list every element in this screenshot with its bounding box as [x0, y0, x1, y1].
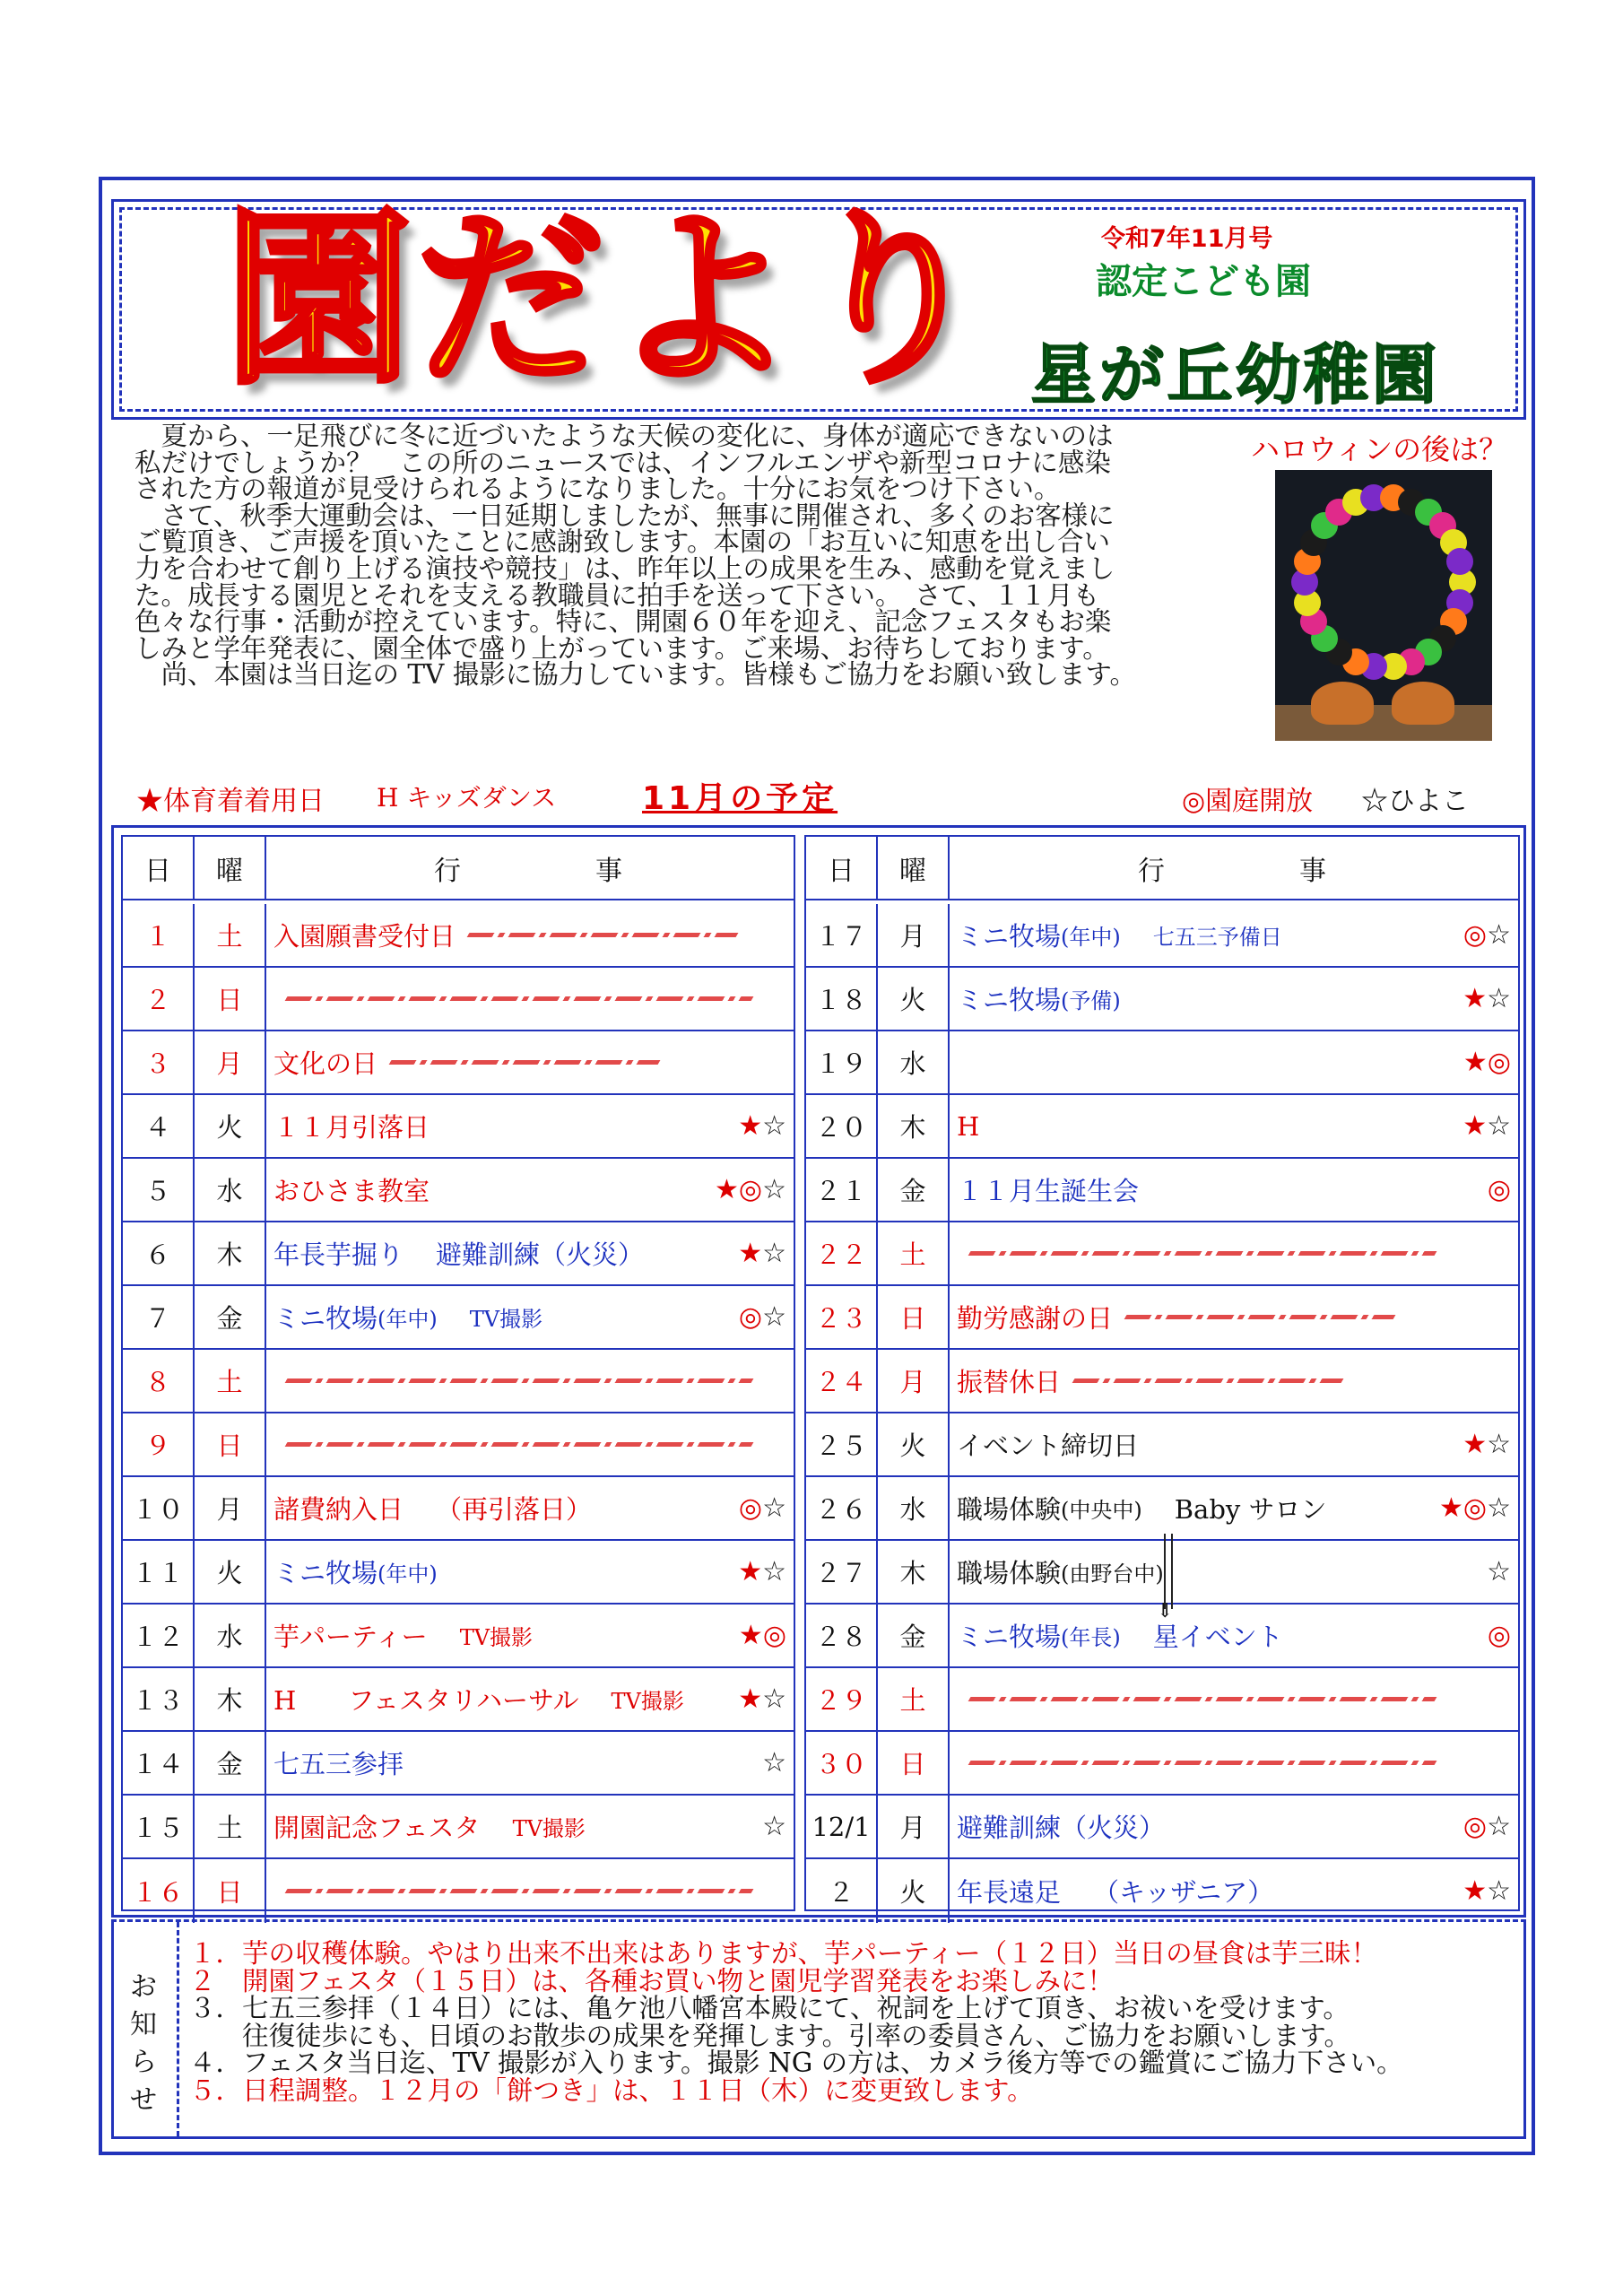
- photo-caption: ハロウィンの後は？: [1251, 432, 1508, 466]
- event-text: ミニ牧場: [273, 1303, 378, 1334]
- header-event: 行 事: [434, 855, 622, 887]
- double-circle-icon: ◎: [1462, 919, 1488, 951]
- row-weekday: 水: [195, 1605, 266, 1666]
- event-text: １１月引落日: [273, 1112, 430, 1143]
- row-day: ６: [123, 1222, 195, 1284]
- legend-dance: H キッズダンス: [377, 783, 557, 813]
- event-note: (予備): [1061, 988, 1121, 1013]
- leaf-decoration-icon: [1311, 682, 1374, 725]
- holiday-dash-line: [389, 1060, 661, 1065]
- table-row: [806, 1732, 1518, 1796]
- row-event: [953, 1477, 1511, 1539]
- event-text-secondary: 星イベント: [1152, 1622, 1283, 1652]
- event-note: (年長): [1061, 1625, 1121, 1650]
- intro-line: ご覧頂き、ご声援を頂いたことに感謝致します。本園の「お互いに知恵を出し合い: [135, 526, 1110, 558]
- leaf-decoration-icon: [1392, 682, 1454, 725]
- row-event: [270, 1796, 786, 1857]
- star-outline-icon: ☆: [762, 1174, 786, 1205]
- row-event: [270, 1605, 786, 1666]
- star-filled-icon: ★: [1462, 983, 1488, 1014]
- event-note: (年中): [378, 1561, 438, 1587]
- legend-garden-open: ◎園庭開放: [1182, 786, 1314, 817]
- star-outline-icon: ☆: [1487, 1429, 1511, 1460]
- table-row: [806, 1286, 1518, 1350]
- arrow-line: [1164, 1534, 1166, 1609]
- holiday-dash-line: [968, 1697, 1437, 1701]
- row-day: １４: [123, 1732, 195, 1794]
- table-row: [806, 1796, 1518, 1859]
- table-row: [123, 1605, 794, 1668]
- double-circle-icon: ◎: [1487, 1047, 1511, 1078]
- row-event: [953, 1222, 1511, 1284]
- star-filled-icon: ★: [738, 1238, 763, 1269]
- row-event: [270, 1159, 786, 1221]
- event-note: (年中): [1061, 925, 1121, 950]
- star-filled-icon: ★: [1439, 1492, 1463, 1524]
- star-outline-icon: ☆: [762, 1238, 786, 1269]
- intro-text: [135, 423, 1246, 689]
- row-event: [270, 904, 786, 966]
- event-text-secondary: TV撮影: [512, 1816, 586, 1841]
- event-text-secondary: TV撮影: [611, 1689, 684, 1714]
- event-note: (由野台中): [1061, 1561, 1164, 1587]
- row-weekday: 月: [878, 1796, 950, 1857]
- row-day: １６: [123, 1859, 195, 1923]
- row-day: ５: [123, 1159, 195, 1221]
- holiday-dash-line: [968, 1761, 1437, 1765]
- intro-line: しみと学年発表に、園全体で盛り上がっています。ご来場、お待ちしております。: [135, 632, 1109, 664]
- row-day: ２２: [806, 1222, 878, 1284]
- event-text: ミニ牧場: [273, 1558, 378, 1588]
- double-circle-icon: ◎: [1487, 1620, 1511, 1651]
- table-row: [123, 1796, 794, 1859]
- row-event: [270, 1095, 786, 1157]
- row-day: １１: [123, 1541, 195, 1603]
- table-row: [806, 1350, 1518, 1413]
- schedule-table: [111, 825, 1526, 1918]
- row-event: [270, 1859, 786, 1923]
- table-row: [123, 1031, 794, 1095]
- photo-floor: [1275, 705, 1492, 741]
- row-marks: [1487, 1541, 1511, 1603]
- row-marks: [1463, 904, 1511, 966]
- event-note: (中央中): [1061, 1498, 1142, 1523]
- event-text: 芋パーティー: [273, 1622, 428, 1652]
- row-marks: [739, 1477, 786, 1539]
- double-circle-icon: ◎: [738, 1174, 763, 1205]
- event-text: おひさま教室: [273, 1176, 430, 1206]
- row-weekday: 月: [195, 1477, 266, 1539]
- event-text: 職場体験: [957, 1558, 1062, 1588]
- row-marks: [1462, 1859, 1511, 1923]
- row-day: ２６: [806, 1477, 878, 1539]
- row-weekday: 水: [195, 1159, 266, 1221]
- star-outline-icon: ☆: [1487, 1811, 1511, 1842]
- intro-line: 私だけでしょうか？ この所のニュースでは、インフルエンザや新型コロナに感染: [135, 447, 1111, 478]
- row-event: [953, 1605, 1511, 1666]
- notice-item: ２ 開園フェスタ（１５日）は、各種お買い物と園児学習発表をお楽しみに！: [189, 1965, 1115, 1996]
- row-event: [953, 1859, 1511, 1923]
- notice-item: １．芋の収穫体験。やはり出来不出来はありますが、芋パーティー（１２日）当日の昼食は芋三昧！: [189, 1938, 1378, 1969]
- row-day: ３０: [806, 1732, 878, 1794]
- row-day: １: [123, 904, 195, 966]
- row-event: [953, 1413, 1511, 1475]
- event-text: ミニ牧場: [957, 985, 1062, 1015]
- row-event: [270, 1668, 786, 1730]
- row-day: ３: [123, 1031, 195, 1093]
- star-outline-icon: ☆: [1487, 1875, 1511, 1907]
- event-text-secondary: Baby サロン: [1174, 1494, 1327, 1525]
- double-circle-icon: ◎: [1487, 1174, 1511, 1205]
- star-outline-icon: ☆: [762, 1811, 786, 1842]
- event-text: 職場体験: [957, 1494, 1062, 1525]
- row-weekday: 金: [878, 1159, 950, 1221]
- star-outline-icon: ☆: [1487, 1110, 1511, 1142]
- row-weekday: 日: [878, 1286, 950, 1348]
- row-day: １５: [123, 1796, 195, 1857]
- row-day: １２: [123, 1605, 195, 1666]
- star-outline-icon: ☆: [1487, 919, 1511, 951]
- row-day: ２３: [806, 1286, 878, 1348]
- table-row: [806, 1031, 1518, 1095]
- row-marks: [1439, 1477, 1511, 1539]
- notice-label-char: お: [130, 1971, 157, 2003]
- intro-line: 夏から、一足飛びに冬に近づいたような天候の変化に、身体が適応できないのは: [135, 421, 1114, 451]
- table-row: [123, 968, 794, 1031]
- row-weekday: 月: [195, 1031, 266, 1093]
- notice-label-char: せ: [130, 2084, 157, 2116]
- intro-line: た。成長する園児とそれを支える教職員に拍手を送って下さい。 さて、１１月も: [135, 579, 1100, 611]
- event-text: H フェスタリハーサル: [273, 1685, 579, 1716]
- notice-label-char: 知: [130, 2009, 157, 2040]
- row-event: [953, 1095, 1511, 1157]
- intro-line: された方の報道が見受けられるようになりました。十分にお気をつけ下さい。: [135, 474, 1061, 505]
- event-text: 避難訓練（火災）: [957, 1813, 1166, 1843]
- event-text: 入園願書受付日: [273, 921, 456, 952]
- event-text: 年長遠足: [957, 1877, 1062, 1908]
- issue-label: 令和7年11月号: [1101, 225, 1273, 253]
- table-row: [123, 1286, 794, 1350]
- row-event: [953, 1286, 1511, 1348]
- row-event: [953, 1732, 1511, 1794]
- table-row: [806, 1159, 1518, 1222]
- event-text: ミニ牧場: [957, 921, 1062, 952]
- notice-items: [189, 1940, 1403, 2104]
- row-day: ２０: [806, 1095, 878, 1157]
- holiday-dash-line: [1124, 1315, 1396, 1319]
- event-text-secondary: TV撮影: [469, 1307, 543, 1332]
- row-event: [270, 1732, 786, 1794]
- event-text-secondary: TV撮影: [459, 1625, 534, 1650]
- event-note: (年中): [378, 1307, 438, 1332]
- holiday-dash-line: [285, 996, 754, 1001]
- row-marks: [738, 1222, 786, 1284]
- intro-line: 尚、本園は当日迄の TV 撮影に協力しています。皆様もご協力をお願い致します。: [135, 659, 1137, 691]
- holiday-dash-line: [968, 1251, 1437, 1256]
- row-weekday: 日: [195, 968, 266, 1030]
- star-outline-icon: ☆: [762, 1110, 786, 1142]
- notice-item: 往復徒歩にも、日頃のお散歩の成果を発揮します。引率の委員さん、ご協力をお願いします。: [189, 2020, 1351, 2051]
- holiday-dash-line: [467, 933, 739, 937]
- row-weekday: 金: [878, 1605, 950, 1666]
- schedule-right-half: [804, 835, 1520, 1911]
- double-circle-icon: ◎: [1462, 1492, 1488, 1524]
- notice-item: ５．日程調整。１２月の「餅つき」は、１１日（木）に変更致します。: [189, 2074, 1034, 2106]
- row-marks: [739, 1605, 786, 1666]
- row-weekday: 金: [195, 1286, 266, 1348]
- row-weekday: 金: [195, 1732, 266, 1794]
- table-row: [806, 1668, 1518, 1732]
- row-marks: [762, 1796, 786, 1857]
- intro-line: さて、秋季大運動会は、一日延期しましたが、無事に開催され、多くのお客様に: [135, 500, 1115, 531]
- star-outline-icon: ☆: [1487, 1492, 1511, 1524]
- row-day: ２: [806, 1859, 878, 1923]
- row-weekday: 水: [878, 1477, 950, 1539]
- table-row: [123, 1859, 794, 1923]
- star-filled-icon: ★: [715, 1174, 739, 1205]
- row-marks: [1488, 1605, 1511, 1666]
- row-weekday: 火: [878, 1413, 950, 1475]
- row-marks: [738, 1541, 786, 1603]
- arrow-down-icon: ⇓: [1157, 1600, 1174, 1622]
- notice-box: [111, 1919, 1526, 2139]
- row-marks: [738, 1095, 786, 1157]
- row-day: ２８: [806, 1605, 878, 1666]
- row-day: １７: [806, 904, 878, 966]
- row-day: １８: [806, 968, 878, 1030]
- event-text: H: [957, 1110, 980, 1142]
- row-event: [953, 1668, 1511, 1730]
- row-day: ７: [123, 1286, 195, 1348]
- event-text-secondary: （キッザニア）: [1093, 1877, 1274, 1908]
- notice-divider: [177, 1922, 179, 2136]
- event-text: １１月生誕生会: [957, 1176, 1140, 1206]
- row-day: １０: [123, 1477, 195, 1539]
- row-event: [270, 1222, 786, 1284]
- holiday-dash-line: [285, 1378, 754, 1383]
- row-weekday: 火: [878, 968, 950, 1030]
- event-text: ミニ牧場: [957, 1622, 1062, 1652]
- notice-label: [121, 1969, 166, 2119]
- row-weekday: 火: [878, 1859, 950, 1923]
- row-weekday: 月: [878, 904, 950, 966]
- row-day: ４: [123, 1095, 195, 1157]
- event-text-secondary: 避難訓練（火災）: [436, 1239, 645, 1270]
- star-outline-icon: ☆: [1487, 1556, 1511, 1587]
- intro-line: 力を合わせて創り上げる演技や競技」は、昨年以上の成果を生み、感動を覚えまし: [135, 552, 1115, 584]
- row-event: [270, 1031, 786, 1093]
- row-weekday: 土: [195, 904, 266, 966]
- table-row: [123, 1732, 794, 1796]
- star-filled-icon: ★: [738, 1683, 763, 1715]
- row-day: 12/1: [806, 1796, 878, 1857]
- row-event: [270, 1413, 786, 1475]
- row-event: [270, 1350, 786, 1412]
- row-day: ２５: [806, 1413, 878, 1475]
- star-outline-icon: ☆: [762, 1683, 786, 1715]
- school-name: 星が丘幼稚園: [1031, 337, 1441, 413]
- row-day: ９: [123, 1413, 195, 1475]
- holiday-dash-line: [1072, 1378, 1344, 1383]
- table-row: [806, 1222, 1518, 1286]
- double-circle-icon: ◎: [738, 1301, 763, 1333]
- star-outline-icon: ☆: [762, 1301, 786, 1333]
- row-weekday: 木: [195, 1668, 266, 1730]
- row-day: ２: [123, 968, 195, 1030]
- table-header-row: [123, 837, 794, 900]
- row-event: [953, 1796, 1511, 1857]
- row-event: [953, 1350, 1511, 1412]
- row-day: ８: [123, 1350, 195, 1412]
- row-marks: [1462, 1413, 1511, 1475]
- star-filled-icon: ★: [738, 1110, 763, 1142]
- legend-gym-day: ★体育着着用日: [136, 786, 325, 817]
- newsletter-title: 園だより: [224, 190, 993, 410]
- event-text: 七五三参拝: [273, 1749, 404, 1779]
- row-weekday: 土: [878, 1222, 950, 1284]
- star-filled-icon: ★: [1462, 1875, 1488, 1907]
- star-filled-icon: ★: [1462, 1110, 1488, 1142]
- row-weekday: 月: [878, 1350, 950, 1412]
- row-weekday: 土: [195, 1796, 266, 1857]
- header-day: 日: [123, 837, 195, 899]
- table-row: [806, 1859, 1518, 1923]
- star-filled-icon: ★: [738, 1620, 763, 1651]
- table-row: [123, 1095, 794, 1159]
- notice-label-char: ら: [130, 2047, 157, 2078]
- row-weekday: 木: [195, 1222, 266, 1284]
- row-event: [953, 968, 1511, 1030]
- row-day: ２７: [806, 1541, 878, 1603]
- table-row: [123, 1668, 794, 1732]
- row-event: [270, 1477, 786, 1539]
- intro-line: 色々な行事・活動が控えています。特に、開園６０年を迎え、記念フェスタもお楽: [135, 606, 1112, 638]
- star-outline-icon: ☆: [1487, 983, 1511, 1014]
- row-event: [270, 968, 786, 1030]
- row-marks: [762, 1732, 786, 1794]
- table-row: [123, 1413, 794, 1477]
- event-text: 開園記念フェスタ: [273, 1813, 481, 1843]
- star-filled-icon: ★: [1462, 1429, 1488, 1460]
- notice-item: ４．フェスタ当日迄、TV 撮影が入ります。撮影 NG の方は、カメラ後方等での鑑賞にご協力下さい。: [189, 2048, 1403, 2078]
- row-weekday: 火: [195, 1541, 266, 1603]
- row-weekday: 木: [878, 1095, 950, 1157]
- row-weekday: 土: [195, 1350, 266, 1412]
- header-event: 行 事: [1138, 855, 1326, 887]
- event-text: 勤労感謝の日: [957, 1303, 1114, 1334]
- schedule-title: 11月の予定: [642, 780, 838, 817]
- row-marks: [738, 1668, 786, 1730]
- row-marks: [1462, 968, 1511, 1030]
- table-row: [806, 1095, 1518, 1159]
- row-day: １３: [123, 1668, 195, 1730]
- row-day: ２４: [806, 1350, 878, 1412]
- row-marks: [1463, 1031, 1511, 1093]
- header-day: 日: [806, 837, 878, 899]
- row-marks: [1462, 1095, 1511, 1157]
- row-event: [953, 1159, 1511, 1221]
- row-marks: [739, 1286, 786, 1348]
- table-row: [123, 904, 794, 968]
- table-row: [806, 1541, 1518, 1605]
- school-type: 認定こども園: [1096, 261, 1311, 302]
- double-circle-icon: ◎: [738, 1492, 763, 1524]
- table-header-row: [806, 837, 1518, 900]
- table-row: [806, 1477, 1518, 1541]
- header-weekday: 曜: [195, 837, 266, 899]
- row-event: [270, 1286, 786, 1348]
- row-marks: [715, 1159, 786, 1221]
- row-weekday: 火: [195, 1095, 266, 1157]
- double-circle-icon: ◎: [762, 1620, 786, 1651]
- row-marks: [1463, 1796, 1511, 1857]
- star-outline-icon: ☆: [762, 1492, 786, 1524]
- event-text: 諸費納入日: [273, 1494, 404, 1525]
- double-circle-icon: ◎: [1462, 1811, 1488, 1842]
- star-filled-icon: ★: [738, 1556, 763, 1587]
- event-text: 文化の日: [273, 1048, 378, 1079]
- table-row: [123, 1477, 794, 1541]
- row-event: [270, 1541, 786, 1603]
- row-weekday: 日: [878, 1732, 950, 1794]
- event-text: 年長芋掘り: [273, 1239, 404, 1270]
- star-filled-icon: ★: [1462, 1047, 1488, 1078]
- star-outline-icon: ☆: [762, 1747, 786, 1779]
- event-text-secondary: （再引落日）: [436, 1494, 593, 1525]
- row-event: [953, 904, 1511, 966]
- row-weekday: 日: [195, 1413, 266, 1475]
- row-day: ２９: [806, 1668, 878, 1730]
- legend-hiyoko: ☆ひよこ: [1361, 786, 1469, 817]
- table-row: [123, 1222, 794, 1286]
- row-weekday: 日: [195, 1859, 266, 1923]
- table-row: [123, 1350, 794, 1413]
- event-text-secondary: 七五三予備日: [1152, 925, 1282, 950]
- row-marks: [1488, 1159, 1511, 1221]
- row-day: １９: [806, 1031, 878, 1093]
- row-day: ２１: [806, 1159, 878, 1221]
- schedule-left-half: [121, 835, 795, 1911]
- header-weekday: 曜: [878, 837, 950, 899]
- event-text: 振替休日: [957, 1367, 1062, 1397]
- table-row: [806, 968, 1518, 1031]
- halloween-balloon-photo: [1275, 470, 1492, 741]
- table-row: [806, 904, 1518, 968]
- table-row: [123, 1159, 794, 1222]
- row-weekday: 水: [878, 1031, 950, 1093]
- table-row: [123, 1541, 794, 1605]
- row-weekday: 木: [878, 1541, 950, 1603]
- row-event: [953, 1541, 1511, 1603]
- row-event: [953, 1031, 1511, 1093]
- table-row: [806, 1413, 1518, 1477]
- event-text: イベント締切日: [957, 1431, 1140, 1461]
- notice-item: ３．七五三参拝（１４日）には、亀ケ池八幡宮本殿にて、祝詞を上げて頂き、お祓いを受けます。: [189, 1993, 1350, 2023]
- holiday-dash-line: [285, 1442, 754, 1447]
- row-weekday: 土: [878, 1668, 950, 1730]
- holiday-dash-line: [285, 1889, 754, 1893]
- star-outline-icon: ☆: [762, 1556, 786, 1587]
- arrow-line: [1171, 1534, 1173, 1609]
